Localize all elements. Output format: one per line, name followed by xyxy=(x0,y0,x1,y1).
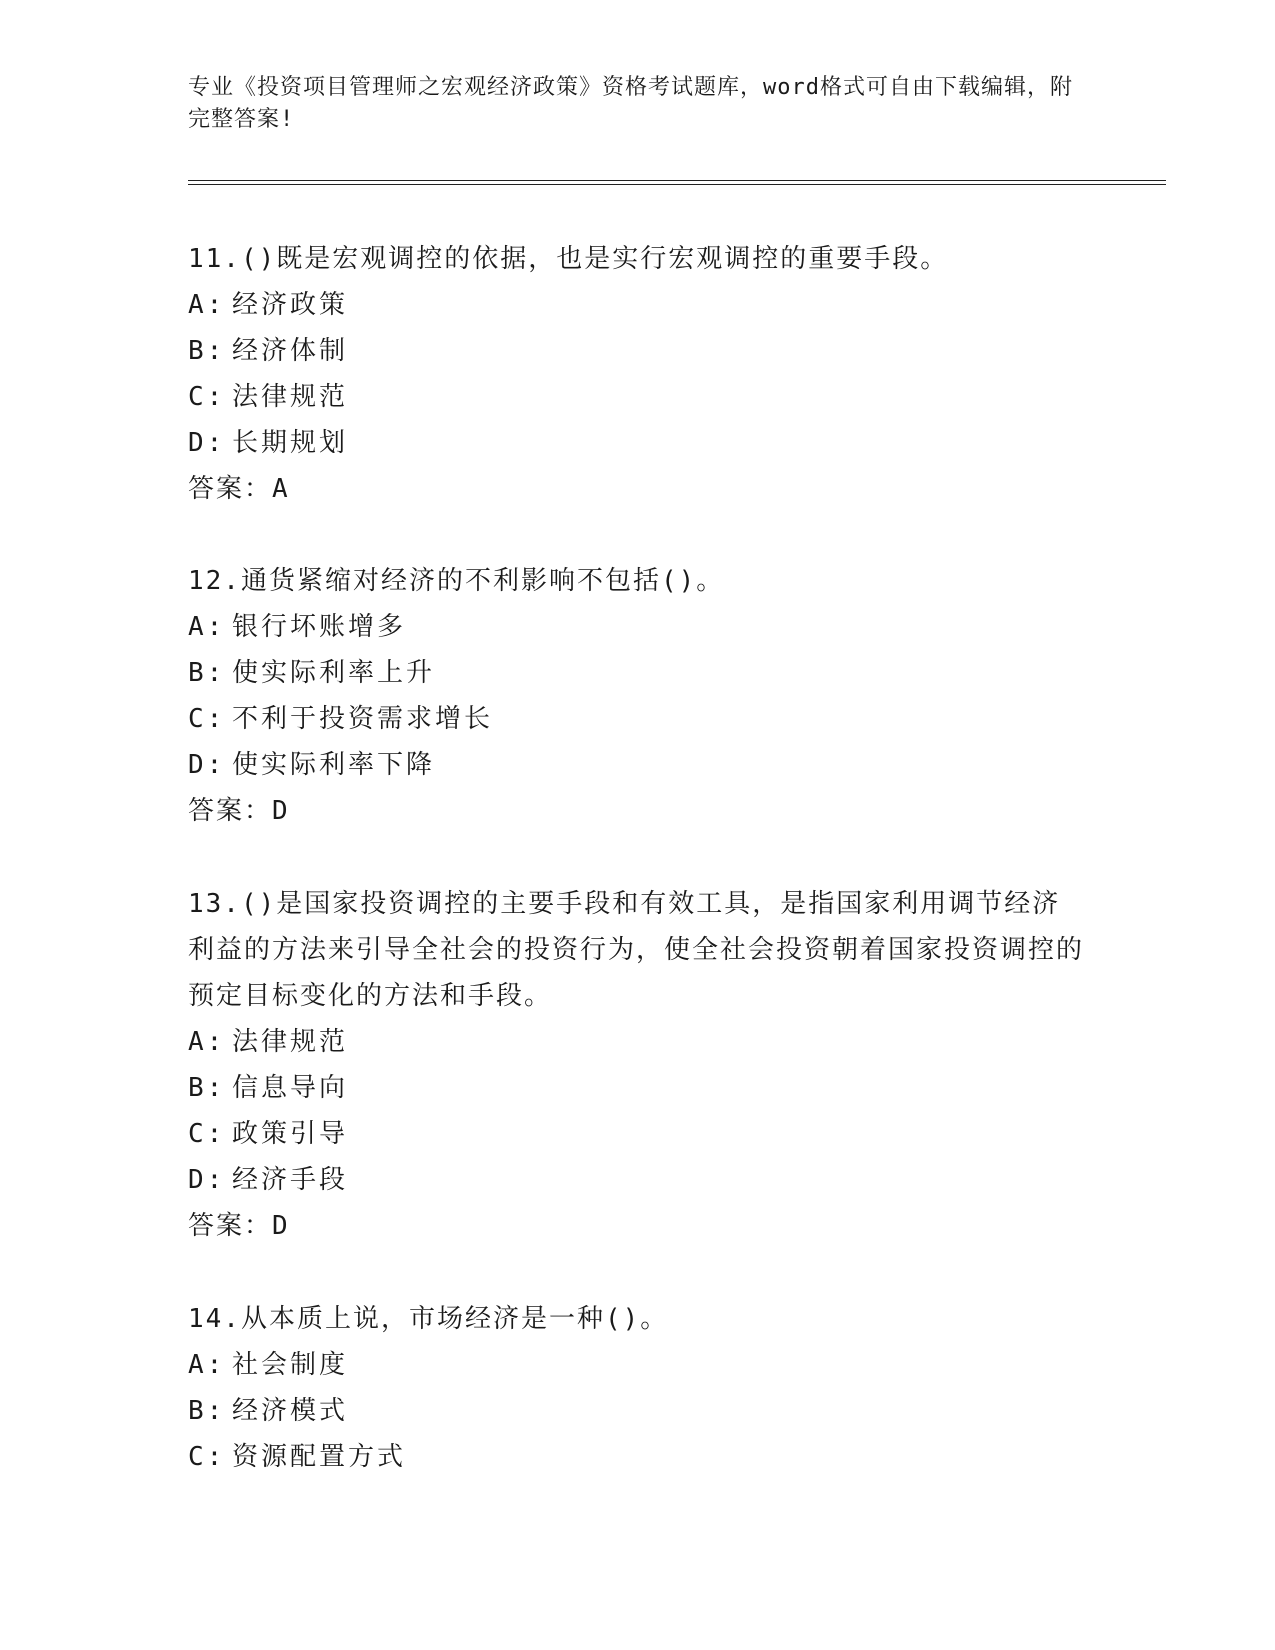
option-text: 社会制度 xyxy=(232,1350,349,1380)
option-text: 经济手段 xyxy=(232,1165,349,1195)
question-11 xyxy=(188,236,1088,512)
header-divider-bottom xyxy=(188,184,1166,185)
option-a xyxy=(188,282,1088,328)
option-text: 法律规范 xyxy=(232,382,349,412)
option-text: 使实际利率下降 xyxy=(232,750,436,780)
option-a xyxy=(188,1342,1088,1388)
option-text: 长期规划 xyxy=(232,428,349,458)
option-key: D: xyxy=(188,1165,226,1195)
option-text: 不利于投资需求增长 xyxy=(232,704,494,734)
option-text: 信息导向 xyxy=(232,1073,349,1103)
answer-line: 答案：D xyxy=(188,796,290,826)
option-key: C: xyxy=(188,704,226,734)
option-d xyxy=(188,742,1088,788)
answer-line: 答案：A xyxy=(188,474,290,504)
option-key: A: xyxy=(188,1350,226,1380)
option-key: C: xyxy=(188,1119,226,1149)
option-key: B: xyxy=(188,1396,226,1426)
option-text: 使实际利率上升 xyxy=(232,658,436,688)
option-c xyxy=(188,374,1088,420)
option-b xyxy=(188,1065,1088,1111)
question-stem: 11.()既是宏观调控的依据，也是实行宏观调控的重要手段。 xyxy=(188,244,949,274)
option-key: C: xyxy=(188,382,226,412)
option-key: B: xyxy=(188,336,226,366)
question-stem: 14.从本质上说，市场经济是一种()。 xyxy=(188,1304,669,1334)
option-key: B: xyxy=(188,658,226,688)
question-stem: 12.通货紧缩对经济的不利影响不包括()。 xyxy=(188,566,725,596)
option-text: 政策引导 xyxy=(232,1119,349,1149)
option-b xyxy=(188,650,1088,696)
option-c xyxy=(188,696,1088,742)
option-text: 银行坏账增多 xyxy=(232,612,407,642)
option-c xyxy=(188,1111,1088,1157)
question-stem: 13.()是国家投资调控的主要手段和有效工具，是指国家利用调节经济利益的方法来引导全社会的投资行为，使全社会投资朝着国家投资调控的预定目标变化的方法和手段。 xyxy=(188,889,1085,1011)
option-text: 经济政策 xyxy=(232,290,349,320)
option-key: D: xyxy=(188,428,226,458)
question-12 xyxy=(188,558,1088,834)
option-d xyxy=(188,1157,1088,1203)
option-text: 经济体制 xyxy=(232,336,349,366)
option-key: A: xyxy=(188,612,226,642)
option-text: 资源配置方式 xyxy=(232,1442,407,1472)
option-key: B: xyxy=(188,1073,226,1103)
option-b xyxy=(188,328,1088,374)
option-key: A: xyxy=(188,1027,226,1057)
answer-line: 答案：D xyxy=(188,1211,290,1241)
option-a xyxy=(188,604,1088,650)
option-a xyxy=(188,1019,1088,1065)
option-b xyxy=(188,1388,1088,1434)
question-14 xyxy=(188,1296,1088,1480)
option-text: 法律规范 xyxy=(232,1027,349,1057)
document-intro: 专业《投资项目管理师之宏观经济政策》资格考试题库，word格式可自由下载编辑，附完整答案! xyxy=(188,75,1073,132)
option-key: C: xyxy=(188,1442,226,1472)
header-divider-top xyxy=(188,180,1166,181)
option-text: 经济模式 xyxy=(232,1396,349,1426)
option-c xyxy=(188,1434,1088,1480)
option-key: D: xyxy=(188,750,226,780)
option-d xyxy=(188,420,1088,466)
question-13 xyxy=(188,881,1088,1249)
option-key: A: xyxy=(188,290,226,320)
